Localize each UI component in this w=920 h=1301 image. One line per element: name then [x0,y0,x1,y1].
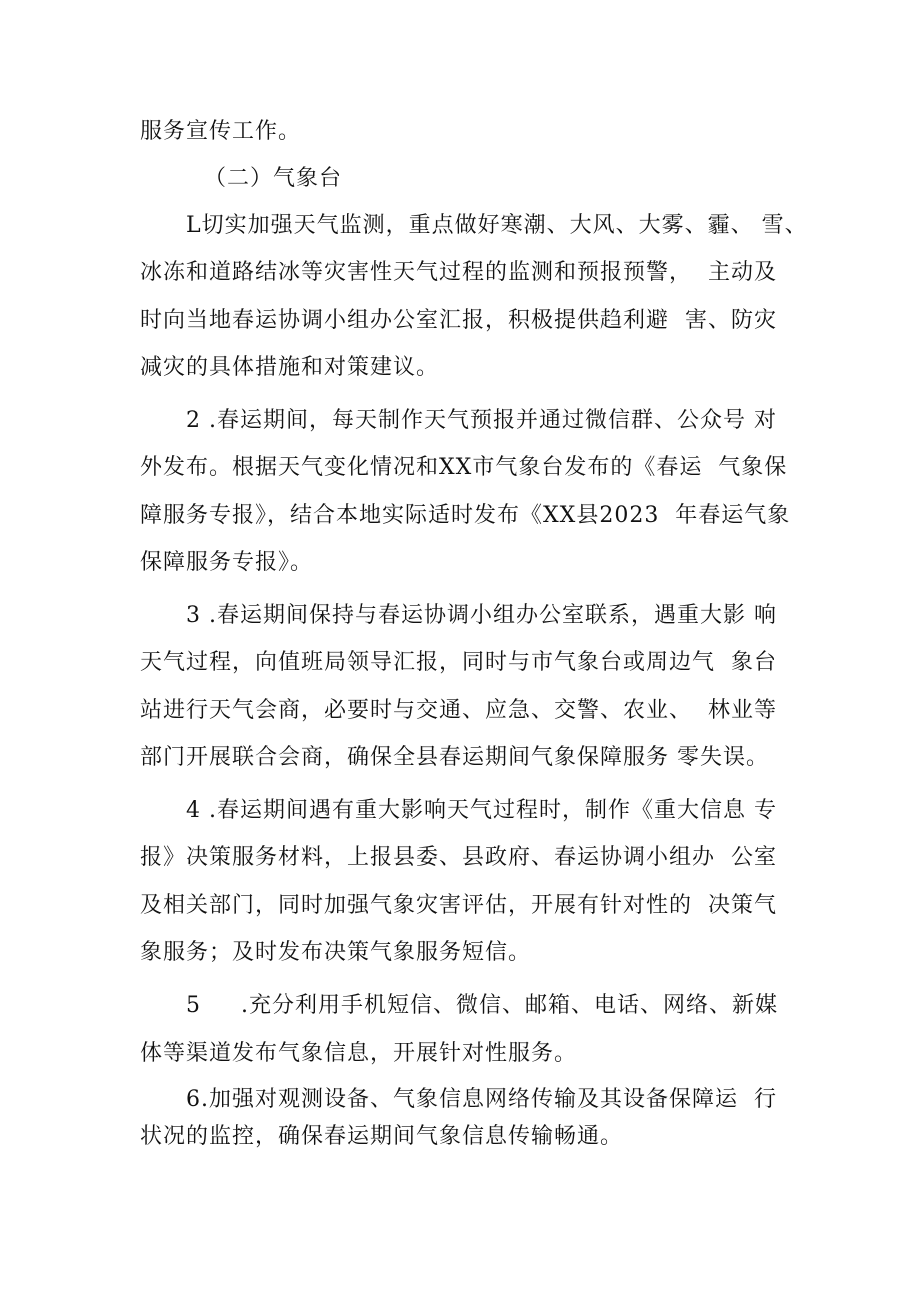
text-line: 外发布。根据天气变化情况和XX市气象台发布的《春运 气象保 [140,455,788,480]
text-line: 5 .充分利用手机短信、微信、邮箱、电话、网络、新媒 [186,993,778,1018]
text-line: 及相关部门，同时加强气象灾害评估，开展有针对性的 决策气 [140,893,777,918]
text-line: 象服务；及时发布决策气象服务短信。 [140,940,532,965]
text-line: 时向当地春运协调小组办公室汇报，积极提供趋利避 害、防灾 [140,308,777,333]
text-line: 障服务专报》，结合本地实际适时发布《XX县2023 年春运气象 [140,503,791,528]
text-line: 保障服务专报》。 [140,550,314,575]
text-line: 体等渠道发布气象信息，开展针对性服务。 [140,1041,578,1066]
text-line: 站进行天气会商，必要时与交通、应急、交警、农业、 林业等 [140,698,777,723]
text-line: 2 .春运期间，每天制作天气预报并通过微信群、公众号 对 [186,408,777,433]
text-line: 冰冻和道路结冰等灾害性天气过程的监测和预报预警， 主动及 [140,260,777,285]
text-line: 报》决策服务材料，上报县委、县政府、春运协调小组办 公室 [140,845,777,870]
text-line: 4 .春运期间遇有重大影响天气过程时，制作《重大信息 专 [186,798,777,823]
text-line: 6.加强对观测设备、气象信息网络传输及其设备保障运 行 [186,1087,777,1112]
text-line: 状况的监控，确保春运期间气象信息传输畅通。 [140,1124,624,1149]
text-line: 服务宣传工作。 [140,119,302,144]
text-line: 天气过程，向值班局领导汇报，同时与市气象台或周边气 象台 [140,650,777,675]
section-heading: （二）气象台 [204,166,343,191]
text-line: 减灾的具体措施和对策建议。 [140,355,440,380]
text-line: L切实加强天气监测，重点做好寒潮、大风、大雾、霾、 雪、 [186,213,808,238]
text-line: 3 .春运期间保持与春运协调小组办公室联系，遇重大影 响 [186,603,777,628]
text-line: 部门开展联合会商，确保全县春运期间气象保障服务 零失误。 [140,745,769,770]
